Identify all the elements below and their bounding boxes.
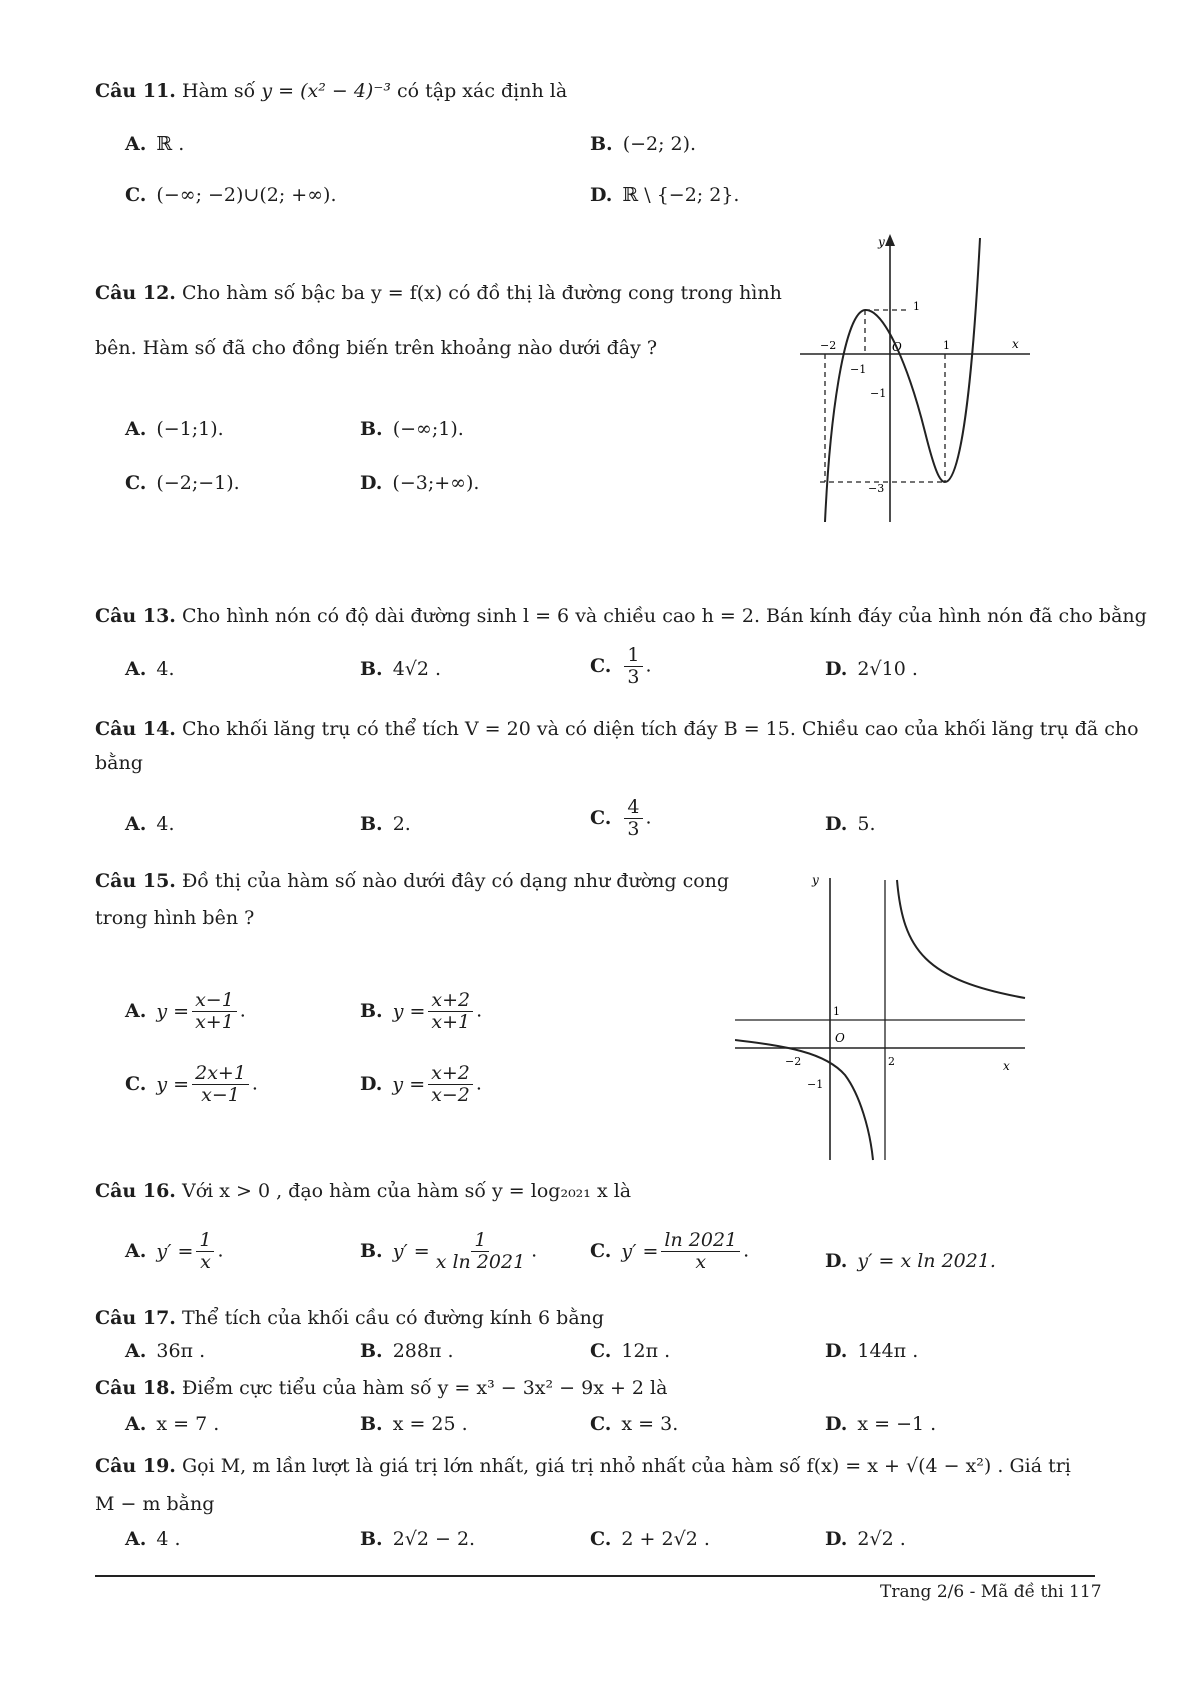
question-text: Điểm cực tiểu của hàm số y = x³ − 3x² − 9x + 2 là	[181, 1377, 668, 1399]
option-b[interactable]: B. (−∞;1).	[360, 418, 464, 440]
option-d[interactable]: D. 2√2 .	[825, 1528, 906, 1550]
option-c[interactable]: C. y = $\frac{2x+1}{x-1}$ .	[125, 1062, 258, 1106]
option-c[interactable]: C. 2 + 2√2 .	[590, 1528, 710, 1550]
option-b[interactable]: B. 288π .	[360, 1340, 454, 1362]
question-text: Gọi M, m lần lượt là giá trị lớn nhất, giá trị nhỏ nhất của hàm số f(x) = x + √(4 − x²) . Giá trị	[181, 1455, 1071, 1477]
question-label: Câu 15.	[95, 870, 176, 892]
option-a[interactable]: A. 4.	[125, 658, 175, 680]
question-text-line2: bằng	[95, 752, 143, 774]
option-d[interactable]: D. x = −1 .	[825, 1413, 937, 1435]
option-c[interactable]: C. 12π .	[590, 1340, 671, 1362]
tick-label: −1	[807, 1078, 824, 1091]
page-footer: Trang 2/6 - Mã đề thi 117	[880, 1582, 1102, 1602]
question-text: Cho khối lăng trụ có thể tích V = 20 và có diện tích đáy B = 15. Chiều cao của khối lăng trụ đã cho	[181, 718, 1139, 740]
option-b[interactable]: B. 4√2 .	[360, 658, 442, 680]
x-axis-label: x	[1003, 1059, 1010, 1073]
y-axis-arrow	[885, 234, 895, 246]
x-axis-label: x	[1012, 337, 1019, 351]
cubic-graph	[800, 232, 1050, 532]
question-19	[95, 1455, 1071, 1477]
right-branch	[897, 880, 1025, 998]
tick-label: 2	[888, 1055, 895, 1068]
option-b[interactable]: B. y = $\frac{x+2}{x+1}$ .	[360, 989, 483, 1033]
option-b[interactable]: B. 2√2 − 2.	[360, 1528, 476, 1550]
question-label: Câu 13.	[95, 605, 176, 627]
left-branch	[735, 1040, 873, 1160]
option-d[interactable]: D. y = $\frac{x+2}{x-2}$ .	[360, 1062, 482, 1106]
option-d[interactable]: D. 144π .	[825, 1340, 919, 1362]
option-c[interactable]: C. $\frac{4}{3}$ .	[590, 796, 652, 840]
y-axis-label: y	[878, 235, 885, 249]
option-d[interactable]: D. ℝ \ {−2; 2}.	[590, 184, 740, 206]
question-label: Câu 18.	[95, 1377, 176, 1399]
tick-label: −1	[870, 387, 887, 400]
question-text-line2: trong hình bên ?	[95, 907, 255, 929]
question-17	[95, 1307, 604, 1329]
question-12	[95, 282, 782, 304]
tick-label: −3	[868, 482, 885, 495]
option-c[interactable]: C. $\frac{1}{3}$ .	[590, 644, 652, 688]
option-a[interactable]: A. ℝ .	[125, 133, 185, 155]
option-a[interactable]: A. 4 .	[125, 1528, 181, 1550]
option-c[interactable]: C. (−2;−1).	[125, 472, 240, 494]
question-label: Câu 14.	[95, 718, 176, 740]
question-label: Câu 11.	[95, 80, 176, 102]
option-b[interactable]: B. y′ = $\frac{1}{\text{x ln 2021}}$ .	[360, 1229, 538, 1273]
question-label: Câu 17.	[95, 1307, 176, 1329]
question-14	[95, 718, 1139, 740]
question-text: Thể tích của khối cầu có đường kính 6 bằng	[181, 1307, 605, 1329]
option-c[interactable]: C. (−∞; −2)∪(2; +∞).	[125, 184, 337, 206]
option-a[interactable]: A. (−1;1).	[125, 418, 224, 440]
option-d[interactable]: D. (−3;+∞).	[360, 472, 480, 494]
option-a[interactable]: A. y′ = $\frac{1}{x}$ .	[125, 1229, 224, 1273]
option-a[interactable]: A. 36π .	[125, 1340, 206, 1362]
option-a[interactable]: A. x = 7 .	[125, 1413, 220, 1435]
question-11	[95, 80, 567, 102]
tick-label: 1	[913, 300, 920, 313]
question-label: Câu 16.	[95, 1180, 176, 1202]
question-text-line2: bên. Hàm số đã cho đồng biến trên khoảng nào dưới đây ?	[95, 337, 658, 359]
option-b[interactable]: B. 2.	[360, 813, 411, 835]
question-16	[95, 1180, 631, 1202]
option-b[interactable]: B. x = 25 .	[360, 1413, 468, 1435]
y-axis-label: y	[812, 873, 819, 887]
question-text-line2: M − m bằng	[95, 1493, 215, 1515]
tick-label: 1	[833, 1005, 840, 1018]
option-c[interactable]: C. y′ = $\frac{\ln 2021}{x}$ .	[590, 1229, 750, 1273]
question-text: có tập xác định là	[397, 80, 568, 102]
question-15	[95, 870, 729, 892]
question-text: Hàm số	[181, 80, 256, 102]
footer-divider	[95, 1575, 1095, 1577]
option-d[interactable]: D. 5.	[825, 813, 876, 835]
hyperbola-graph	[735, 870, 1035, 1170]
tick-label: −1	[850, 363, 867, 376]
question-13	[95, 605, 1147, 627]
option-a[interactable]: A. y = $\frac{x-1}{x+1}$ .	[125, 989, 246, 1033]
question-text: Cho hàm số bậc ba y = f(x) có đồ thị là đường cong trong hình	[181, 282, 782, 304]
option-c[interactable]: C. x = 3.	[590, 1413, 679, 1435]
question-label: Câu 19.	[95, 1455, 176, 1477]
option-b[interactable]: B. (−2; 2).	[590, 133, 697, 155]
tick-label: −2	[820, 339, 837, 352]
option-a[interactable]: A. 4.	[125, 813, 175, 835]
option-d[interactable]: D. 2√10 .	[825, 658, 918, 680]
option-d[interactable]: D. y′ = x ln 2021.	[825, 1250, 996, 1272]
question-label: Câu 12.	[95, 282, 176, 304]
cubic-curve	[825, 238, 980, 522]
tick-label: −2	[785, 1055, 802, 1068]
origin-label: O	[835, 1031, 845, 1045]
question-math: y = (x² − 4)⁻³	[261, 80, 391, 102]
tick-label: 1	[943, 339, 950, 352]
question-text: Cho hình nón có độ dài đường sinh l = 6 và chiều cao h = 2. Bán kính đáy của hình nón đã cho bằng	[181, 605, 1147, 627]
origin-label: O	[892, 340, 902, 354]
question-18	[95, 1377, 667, 1399]
question-text: Với x > 0 , đạo hàm của hàm số y = log₂₀₂₁ x là	[181, 1180, 632, 1202]
question-text: Đồ thị của hàm số nào dưới đây có dạng như đường cong	[181, 870, 730, 892]
